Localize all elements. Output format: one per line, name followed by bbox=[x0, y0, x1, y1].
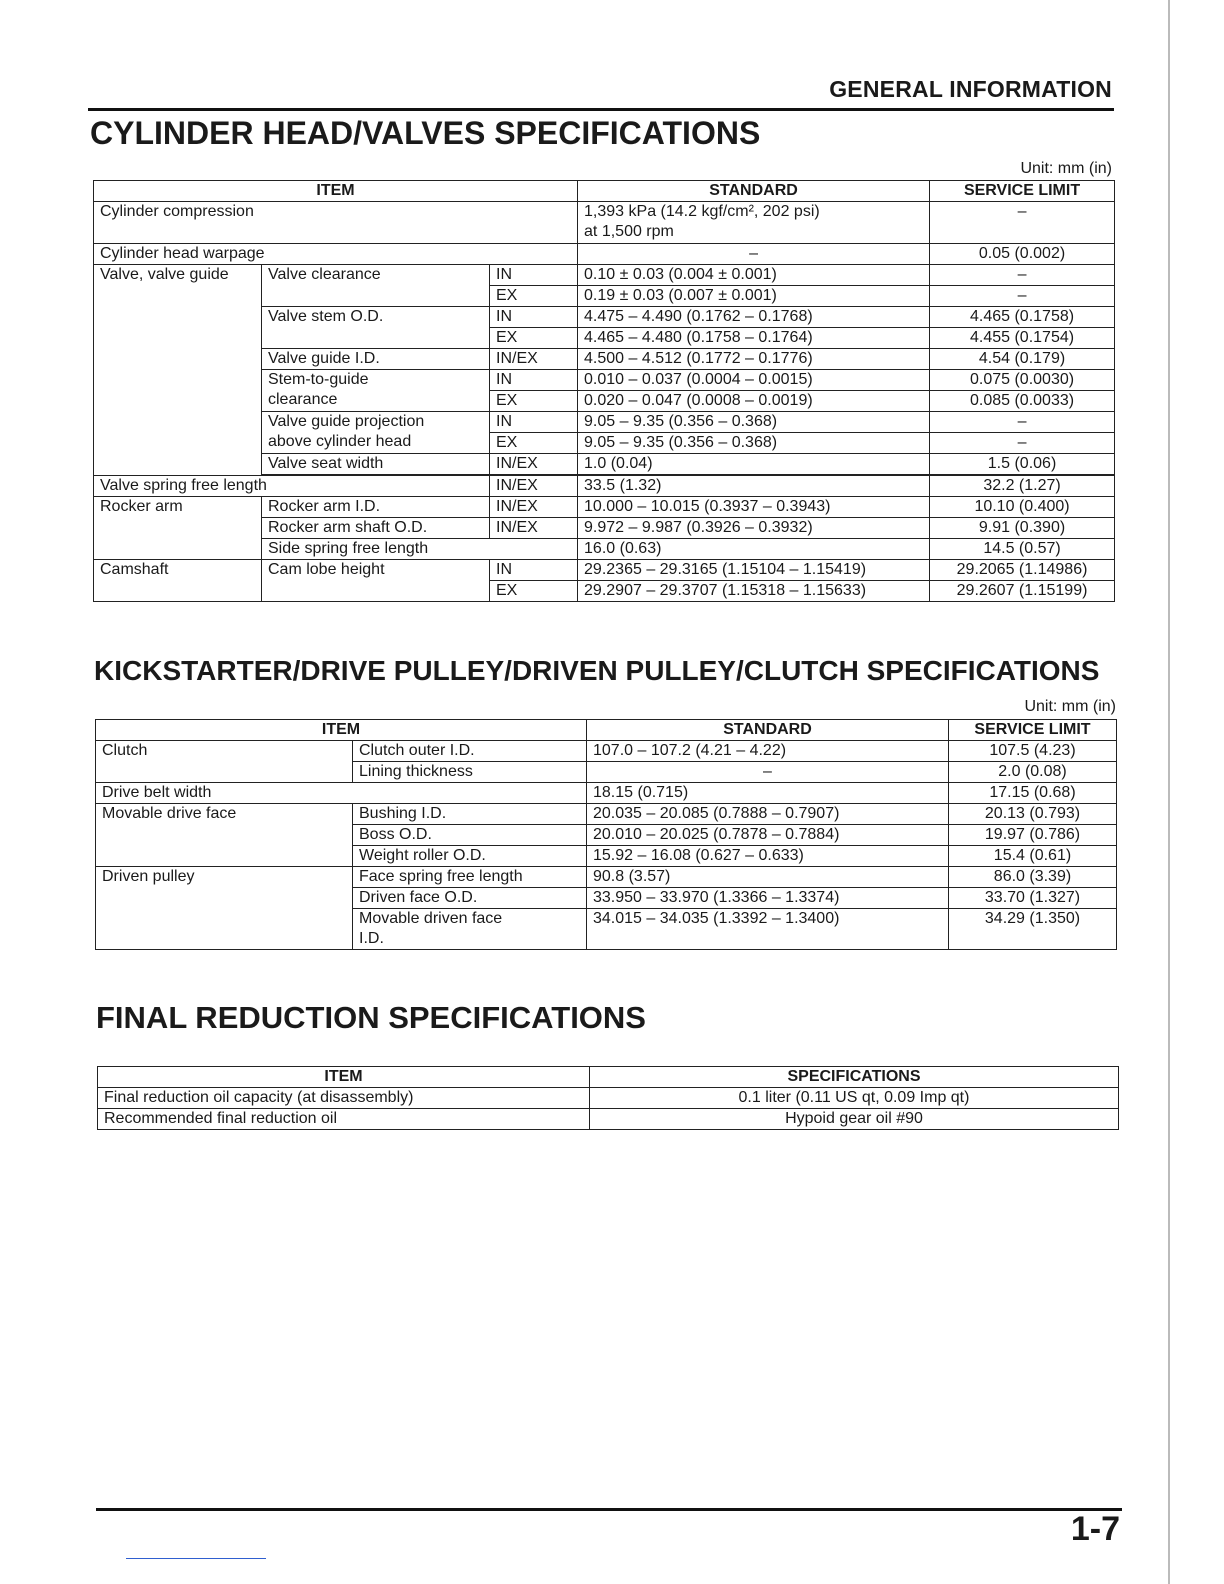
group-cell: Clutch bbox=[96, 741, 353, 783]
type-cell: IN/EX bbox=[490, 476, 578, 497]
standard-cell: 15.92 – 16.08 (0.627 – 0.633) bbox=[587, 846, 949, 867]
standard-cell: 9.972 – 9.987 (0.3926 – 0.3932) bbox=[578, 518, 930, 539]
limit-cell: 19.97 (0.786) bbox=[949, 825, 1117, 846]
limit-cell: 2.0 (0.08) bbox=[949, 762, 1117, 783]
header-service-limit: SERVICE LIMIT bbox=[949, 720, 1117, 741]
spec-cell: Hypoid gear oil #90 bbox=[590, 1109, 1119, 1130]
table-row bbox=[96, 783, 1117, 804]
standard-cell: 0.19 ± 0.03 (0.007 ± 0.001) bbox=[578, 286, 930, 307]
item-cell: Drive belt width bbox=[96, 783, 587, 804]
subitem-cell: Valve seat width bbox=[262, 454, 490, 475]
subitem-line: Stem-to-guide bbox=[268, 371, 369, 388]
table-row bbox=[94, 476, 1115, 497]
type-cell: EX bbox=[490, 286, 578, 307]
subitem-cell: Boss O.D. bbox=[353, 825, 587, 846]
standard-cell: 4.465 – 4.480 (0.1758 – 0.1764) bbox=[578, 328, 930, 349]
limit-cell: 10.10 (0.400) bbox=[930, 497, 1115, 518]
limit-cell: 20.13 (0.793) bbox=[949, 804, 1117, 825]
type-cell: IN bbox=[490, 307, 578, 328]
type-cell: IN/EX bbox=[490, 497, 578, 518]
final-reduction-table bbox=[97, 1066, 1119, 1130]
section-title-kickstarter: KICKSTARTER/DRIVE PULLEY/DRIVEN PULLEY/CLUTCH SPECIFICATIONS bbox=[94, 655, 1100, 686]
standard-cell: 0.020 – 0.047 (0.0008 – 0.0019) bbox=[578, 391, 930, 412]
group-cell: Valve, valve guide bbox=[94, 265, 262, 476]
item-cell: Recommended final reduction oil bbox=[98, 1109, 590, 1130]
item-cell: Final reduction oil capacity (at disassembly) bbox=[98, 1088, 590, 1109]
limit-cell: 33.70 (1.327) bbox=[949, 888, 1117, 909]
table-row bbox=[96, 741, 1117, 762]
standard-cell bbox=[578, 202, 930, 244]
subitem-cell: Rocker arm shaft O.D. bbox=[262, 518, 490, 539]
type-cell: IN bbox=[490, 412, 578, 433]
standard-cell: 9.05 – 9.35 (0.356 – 0.368) bbox=[578, 412, 930, 433]
footer-rule bbox=[96, 1508, 1122, 1511]
limit-cell: 14.5 (0.57) bbox=[930, 539, 1115, 560]
subitem-cell bbox=[262, 412, 490, 454]
section-title-final-reduction: FINAL REDUCTION SPECIFICATIONS bbox=[96, 1000, 646, 1035]
table-row bbox=[94, 560, 1115, 581]
subitem-cell: Valve guide I.D. bbox=[262, 349, 490, 370]
standard-cell: 10.000 – 10.015 (0.3937 – 0.3943) bbox=[578, 497, 930, 518]
standard-cell: 0.010 – 0.037 (0.0004 – 0.0015) bbox=[578, 370, 930, 391]
type-cell: EX bbox=[490, 581, 578, 602]
unit-label: Unit: mm (in) bbox=[1020, 160, 1112, 177]
header-standard: STANDARD bbox=[587, 720, 949, 741]
table-row bbox=[96, 804, 1117, 825]
type-cell: IN bbox=[490, 560, 578, 581]
standard-cell: 29.2365 – 29.3165 (1.15104 – 1.15419) bbox=[578, 560, 930, 581]
type-cell: IN/EX bbox=[490, 518, 578, 539]
standard-cell: 34.015 – 34.035 (1.3392 – 1.3400) bbox=[587, 909, 949, 950]
page-number: 1-7 bbox=[1070, 1510, 1120, 1548]
limit-cell: 107.5 (4.23) bbox=[949, 741, 1117, 762]
subitem-cell: Driven face O.D. bbox=[353, 888, 587, 909]
limit-cell: – bbox=[930, 433, 1115, 454]
table-header-row bbox=[96, 720, 1117, 741]
limit-cell: – bbox=[930, 202, 1115, 244]
kickstarter-clutch-table bbox=[95, 719, 1117, 950]
table-row bbox=[94, 202, 1115, 244]
item-cell: Cylinder head warpage bbox=[94, 244, 578, 265]
limit-cell: 1.5 (0.06) bbox=[930, 454, 1115, 475]
limit-cell: 32.2 (1.27) bbox=[930, 476, 1115, 497]
limit-cell: 86.0 (3.39) bbox=[949, 867, 1117, 888]
limit-cell: 9.91 (0.390) bbox=[930, 518, 1115, 539]
type-cell: EX bbox=[490, 391, 578, 412]
subitem-cell: Cam lobe height bbox=[262, 560, 490, 602]
item-cell: Valve spring free length bbox=[94, 476, 490, 497]
blue-underline-mark bbox=[126, 1558, 266, 1559]
subitem-cell: Side spring free length bbox=[262, 539, 578, 560]
subitem-line: I.D. bbox=[359, 930, 384, 947]
limit-cell: – bbox=[930, 286, 1115, 307]
limit-cell: 4.465 (0.1758) bbox=[930, 307, 1115, 328]
subitem-line: above cylinder head bbox=[268, 433, 412, 450]
subitem-cell: Face spring free length bbox=[353, 867, 587, 888]
table-header-row bbox=[98, 1067, 1119, 1088]
group-cell: Movable drive face bbox=[96, 804, 353, 867]
header-item: ITEM bbox=[94, 181, 578, 202]
limit-cell: 17.15 (0.68) bbox=[949, 783, 1117, 804]
standard-cell: 16.0 (0.63) bbox=[578, 539, 930, 560]
table-row bbox=[96, 867, 1117, 888]
table-row bbox=[98, 1088, 1119, 1109]
standard-cell: 4.475 – 4.490 (0.1762 – 0.1768) bbox=[578, 307, 930, 328]
standard-line: 1,393 kPa (14.2 kgf/cm², 202 psi) bbox=[584, 203, 820, 220]
subitem-cell: Lining thickness bbox=[353, 762, 587, 783]
type-cell: IN bbox=[490, 265, 578, 286]
header-specifications: SPECIFICATIONS bbox=[590, 1067, 1119, 1088]
limit-cell: 0.075 (0.0030) bbox=[930, 370, 1115, 391]
group-cell: Camshaft bbox=[94, 560, 262, 602]
subitem-line: clearance bbox=[268, 391, 338, 408]
type-cell: EX bbox=[490, 328, 578, 349]
standard-cell: 20.010 – 20.025 (0.7878 – 0.7884) bbox=[587, 825, 949, 846]
type-cell: IN/EX bbox=[490, 349, 578, 370]
limit-cell: 4.54 (0.179) bbox=[930, 349, 1115, 370]
subitem-cell: Valve clearance bbox=[262, 265, 490, 307]
limit-cell: – bbox=[930, 265, 1115, 286]
subitem-cell: Valve stem O.D. bbox=[262, 307, 490, 349]
item-cell: Cylinder compression bbox=[94, 202, 578, 244]
subitem-cell bbox=[262, 370, 490, 412]
header-item: ITEM bbox=[98, 1067, 590, 1088]
type-cell: IN bbox=[490, 370, 578, 391]
table-row bbox=[94, 244, 1115, 265]
subitem-cell: Clutch outer I.D. bbox=[353, 741, 587, 762]
header-rule bbox=[88, 108, 1114, 111]
subitem-cell bbox=[353, 909, 587, 950]
table-row bbox=[98, 1109, 1119, 1130]
unit-label: Unit: mm (in) bbox=[1024, 698, 1116, 715]
standard-cell: – bbox=[587, 762, 949, 783]
header-service-limit: SERVICE LIMIT bbox=[930, 181, 1115, 202]
table-header-row bbox=[94, 181, 1115, 202]
subitem-line: Valve guide projection bbox=[268, 413, 425, 430]
group-cell: Rocker arm bbox=[94, 497, 262, 560]
type-cell: EX bbox=[490, 433, 578, 454]
standard-cell: 33.5 (1.32) bbox=[578, 476, 930, 497]
spec-cell: 0.1 liter (0.11 US qt, 0.09 Imp qt) bbox=[590, 1088, 1119, 1109]
standard-cell: – bbox=[578, 244, 930, 265]
header-item: ITEM bbox=[96, 720, 587, 741]
limit-cell: 4.455 (0.1754) bbox=[930, 328, 1115, 349]
limit-cell: 0.05 (0.002) bbox=[930, 244, 1115, 265]
standard-cell: 0.10 ± 0.03 (0.004 ± 0.001) bbox=[578, 265, 930, 286]
header-standard: STANDARD bbox=[578, 181, 930, 202]
standard-cell: 107.0 – 107.2 (4.21 – 4.22) bbox=[587, 741, 949, 762]
limit-cell: 15.4 (0.61) bbox=[949, 846, 1117, 867]
limit-cell: 34.29 (1.350) bbox=[949, 909, 1117, 950]
standard-cell: 18.15 (0.715) bbox=[587, 783, 949, 804]
cylinder-head-table bbox=[93, 180, 1115, 602]
table-row bbox=[94, 497, 1115, 518]
standard-cell: 9.05 – 9.35 (0.356 – 0.368) bbox=[578, 433, 930, 454]
standard-cell: 90.8 (3.57) bbox=[587, 867, 949, 888]
limit-cell: 0.085 (0.0033) bbox=[930, 391, 1115, 412]
standard-cell: 1.0 (0.04) bbox=[578, 454, 930, 475]
subitem-line: Movable driven face bbox=[359, 910, 503, 927]
standard-cell: 4.500 – 4.512 (0.1772 – 0.1776) bbox=[578, 349, 930, 370]
standard-cell: 29.2907 – 29.3707 (1.15318 – 1.15633) bbox=[578, 581, 930, 602]
limit-cell: – bbox=[930, 412, 1115, 433]
subitem-cell: Rocker arm I.D. bbox=[262, 497, 490, 518]
right-margin-line bbox=[1168, 0, 1170, 1584]
standard-cell: 33.950 – 33.970 (1.3366 – 1.3374) bbox=[587, 888, 949, 909]
standard-cell: 20.035 – 20.085 (0.7888 – 0.7907) bbox=[587, 804, 949, 825]
subitem-cell: Weight roller O.D. bbox=[353, 846, 587, 867]
limit-cell: 29.2607 (1.15199) bbox=[930, 581, 1115, 602]
limit-cell: 29.2065 (1.14986) bbox=[930, 560, 1115, 581]
section-title-cylinder-head: CYLINDER HEAD/VALVES SPECIFICATIONS bbox=[90, 115, 761, 151]
running-header: GENERAL INFORMATION bbox=[829, 76, 1112, 102]
table-row bbox=[94, 265, 1115, 286]
subitem-cell: Bushing I.D. bbox=[353, 804, 587, 825]
type-cell: IN/EX bbox=[490, 454, 578, 475]
standard-line: at 1,500 rpm bbox=[584, 223, 674, 240]
group-cell: Driven pulley bbox=[96, 867, 353, 950]
